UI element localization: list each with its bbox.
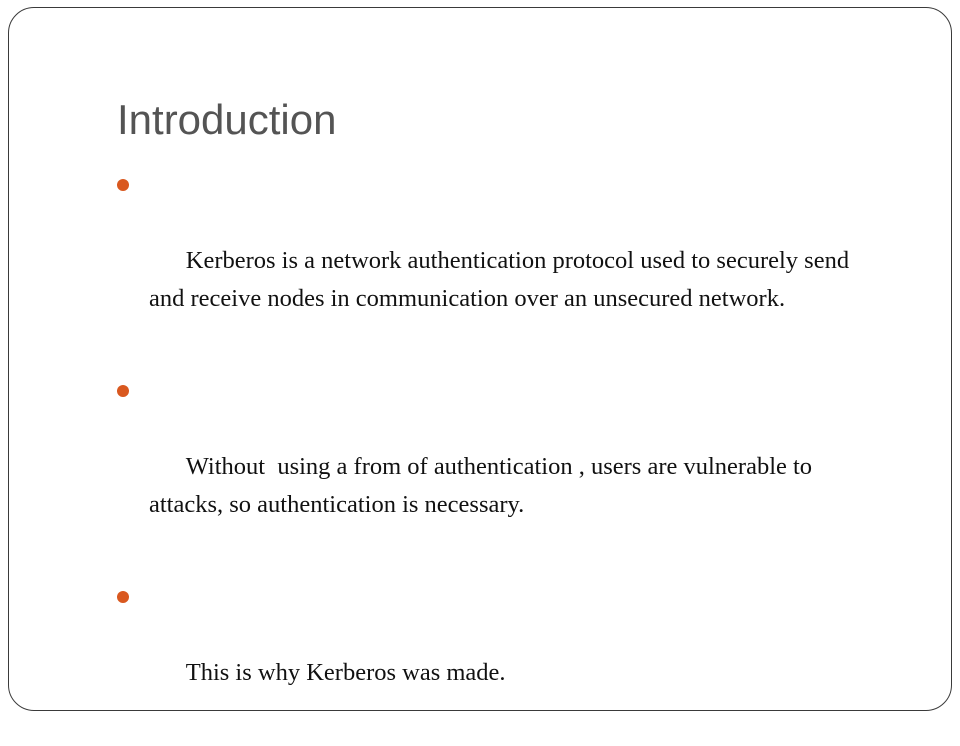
bullet-dot-icon: [117, 385, 129, 397]
bullet-item: [117, 578, 857, 730]
bullet-text: Kerberos is a network authentication protocol used to securely send and receive nodes in communication over an unsecured network.: [149, 247, 856, 312]
bullet-item: [117, 372, 857, 562]
bullet-dot-icon: [117, 591, 129, 603]
bullet-text: Without using a from of authentication , users are vulnerable to attacks, so authentication is necessary.: [149, 453, 819, 518]
bullet-list: [117, 166, 857, 746]
bullet-dot-icon: [117, 179, 129, 191]
slide-frame: [8, 7, 952, 711]
slide-title: Introduction: [117, 96, 337, 143]
bullet-item: [117, 166, 857, 356]
bullet-text: This is why Kerberos was made.: [185, 659, 506, 686]
